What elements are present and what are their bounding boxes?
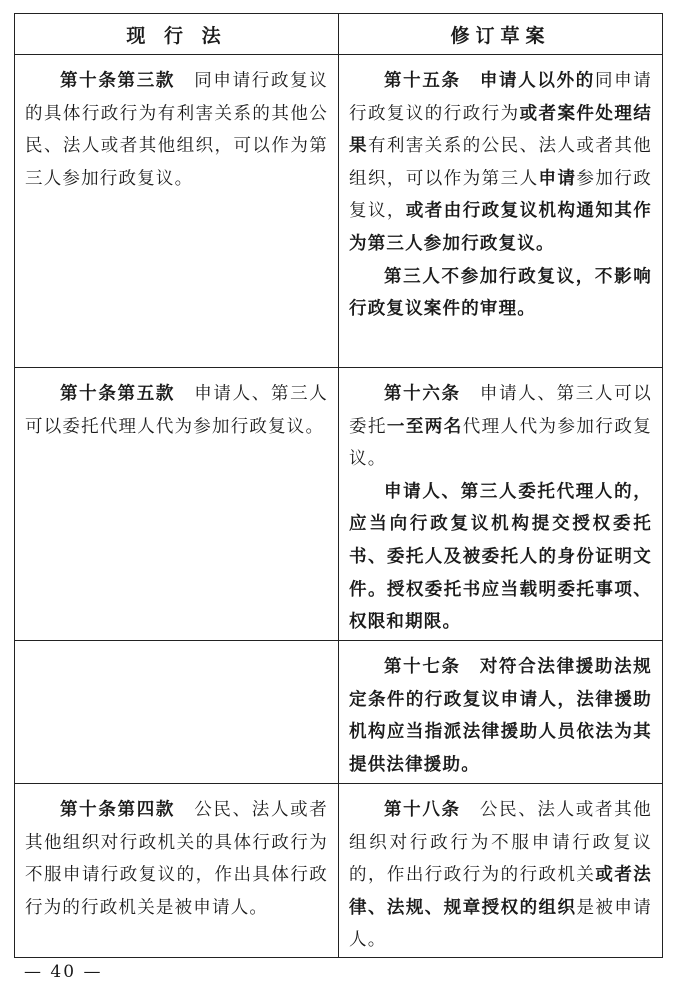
text-segment: 同申请行政复议的具体行政行为有利害关系的其他公民、法人或者其他组织，可以作为第三人参加行政复议。: [25, 71, 328, 189]
text-segment: 申请人、第三人可以委托代理人代为参加行政复议。: [25, 384, 328, 437]
bold-text-segment: 第十条第五款: [60, 384, 176, 404]
paragraph: [25, 65, 328, 195]
draft-cell: [339, 784, 663, 958]
paragraph: [349, 651, 652, 781]
table-row: [15, 641, 663, 784]
bold-text-segment: 第十八条: [384, 800, 461, 820]
text-segment: 公民、法人或者其他组织对行政行为不服申请行政复议的，作出行政行为的行政机关: [349, 800, 653, 886]
bold-text-segment: 一至两名: [386, 416, 463, 437]
text-segment: 同申请行政复议的行政行为: [349, 71, 652, 124]
draft-cell: [339, 368, 663, 641]
page-number: — 40 —: [24, 962, 103, 982]
paragraph: [349, 794, 652, 957]
text-segment: 代理人代为参加行政复议。: [349, 416, 652, 470]
paragraph: [349, 476, 652, 639]
table-row: [15, 55, 663, 368]
bold-text-segment: 第十七条 对符合法律援助法规定条件的行政复议申请人，法律援助机构应当指派法律援助人员依法为其提供法律援助。: [349, 657, 652, 775]
table-row: [15, 784, 663, 958]
text-segment: 是被申请人。: [349, 897, 652, 951]
table-row: [15, 368, 663, 641]
current-law-cell: [15, 641, 339, 784]
draft-cell: [339, 641, 663, 784]
bold-text-segment: 第三人不参加行政复议，不影响行政复议案件的审理。: [349, 266, 652, 320]
paragraph: [25, 794, 328, 924]
header-draft: 修订草案: [339, 14, 663, 55]
bold-text-segment: 或者案件处理结果: [349, 103, 652, 157]
paragraph: [349, 378, 652, 476]
header-current-law: 现 行 法: [15, 14, 339, 55]
bold-text-segment: 第十条第四款: [60, 800, 176, 820]
draft-cell: [339, 55, 663, 368]
comparison-table: [14, 13, 663, 958]
bold-text-segment: 或者由行政复议机构通知其作为第三人参加行政复议。: [349, 201, 652, 254]
text-segment: 公民、法人或者其他组织对行政机关的具体行政行为不服申请行政复议的，作出具体行政行为的行政机关是被申请人。: [25, 800, 328, 918]
bold-text-segment: 第十六条: [384, 384, 461, 404]
paragraph: [25, 378, 328, 443]
bold-text-segment: 第十条第三款: [60, 71, 176, 91]
paragraph: [349, 65, 652, 261]
bold-text-segment: 申请: [538, 168, 577, 189]
current-law-cell: [15, 55, 339, 368]
text-segment: 参加行政复议，: [349, 168, 652, 222]
text-segment: 申请人、第三人可以委托: [349, 384, 653, 437]
paragraph: [349, 261, 652, 326]
current-law-cell: [15, 368, 339, 641]
table-header-row: [15, 14, 663, 55]
current-law-cell: [15, 784, 339, 958]
bold-text-segment: 或者法律、法规、规章授权的组织: [349, 865, 652, 918]
text-segment: 有利害关系的公民、法人或者其他组织，可以作为第三人: [349, 136, 652, 189]
bold-text-segment: 第十五条 申请人以外的: [384, 71, 595, 91]
bold-text-segment: 申请人、第三人委托代理人的，应当向行政复议机构提交授权委托书、委托人及被委托人的身份证明文件。授权委托书应当载明委托事项、权限和期限。: [349, 481, 652, 633]
